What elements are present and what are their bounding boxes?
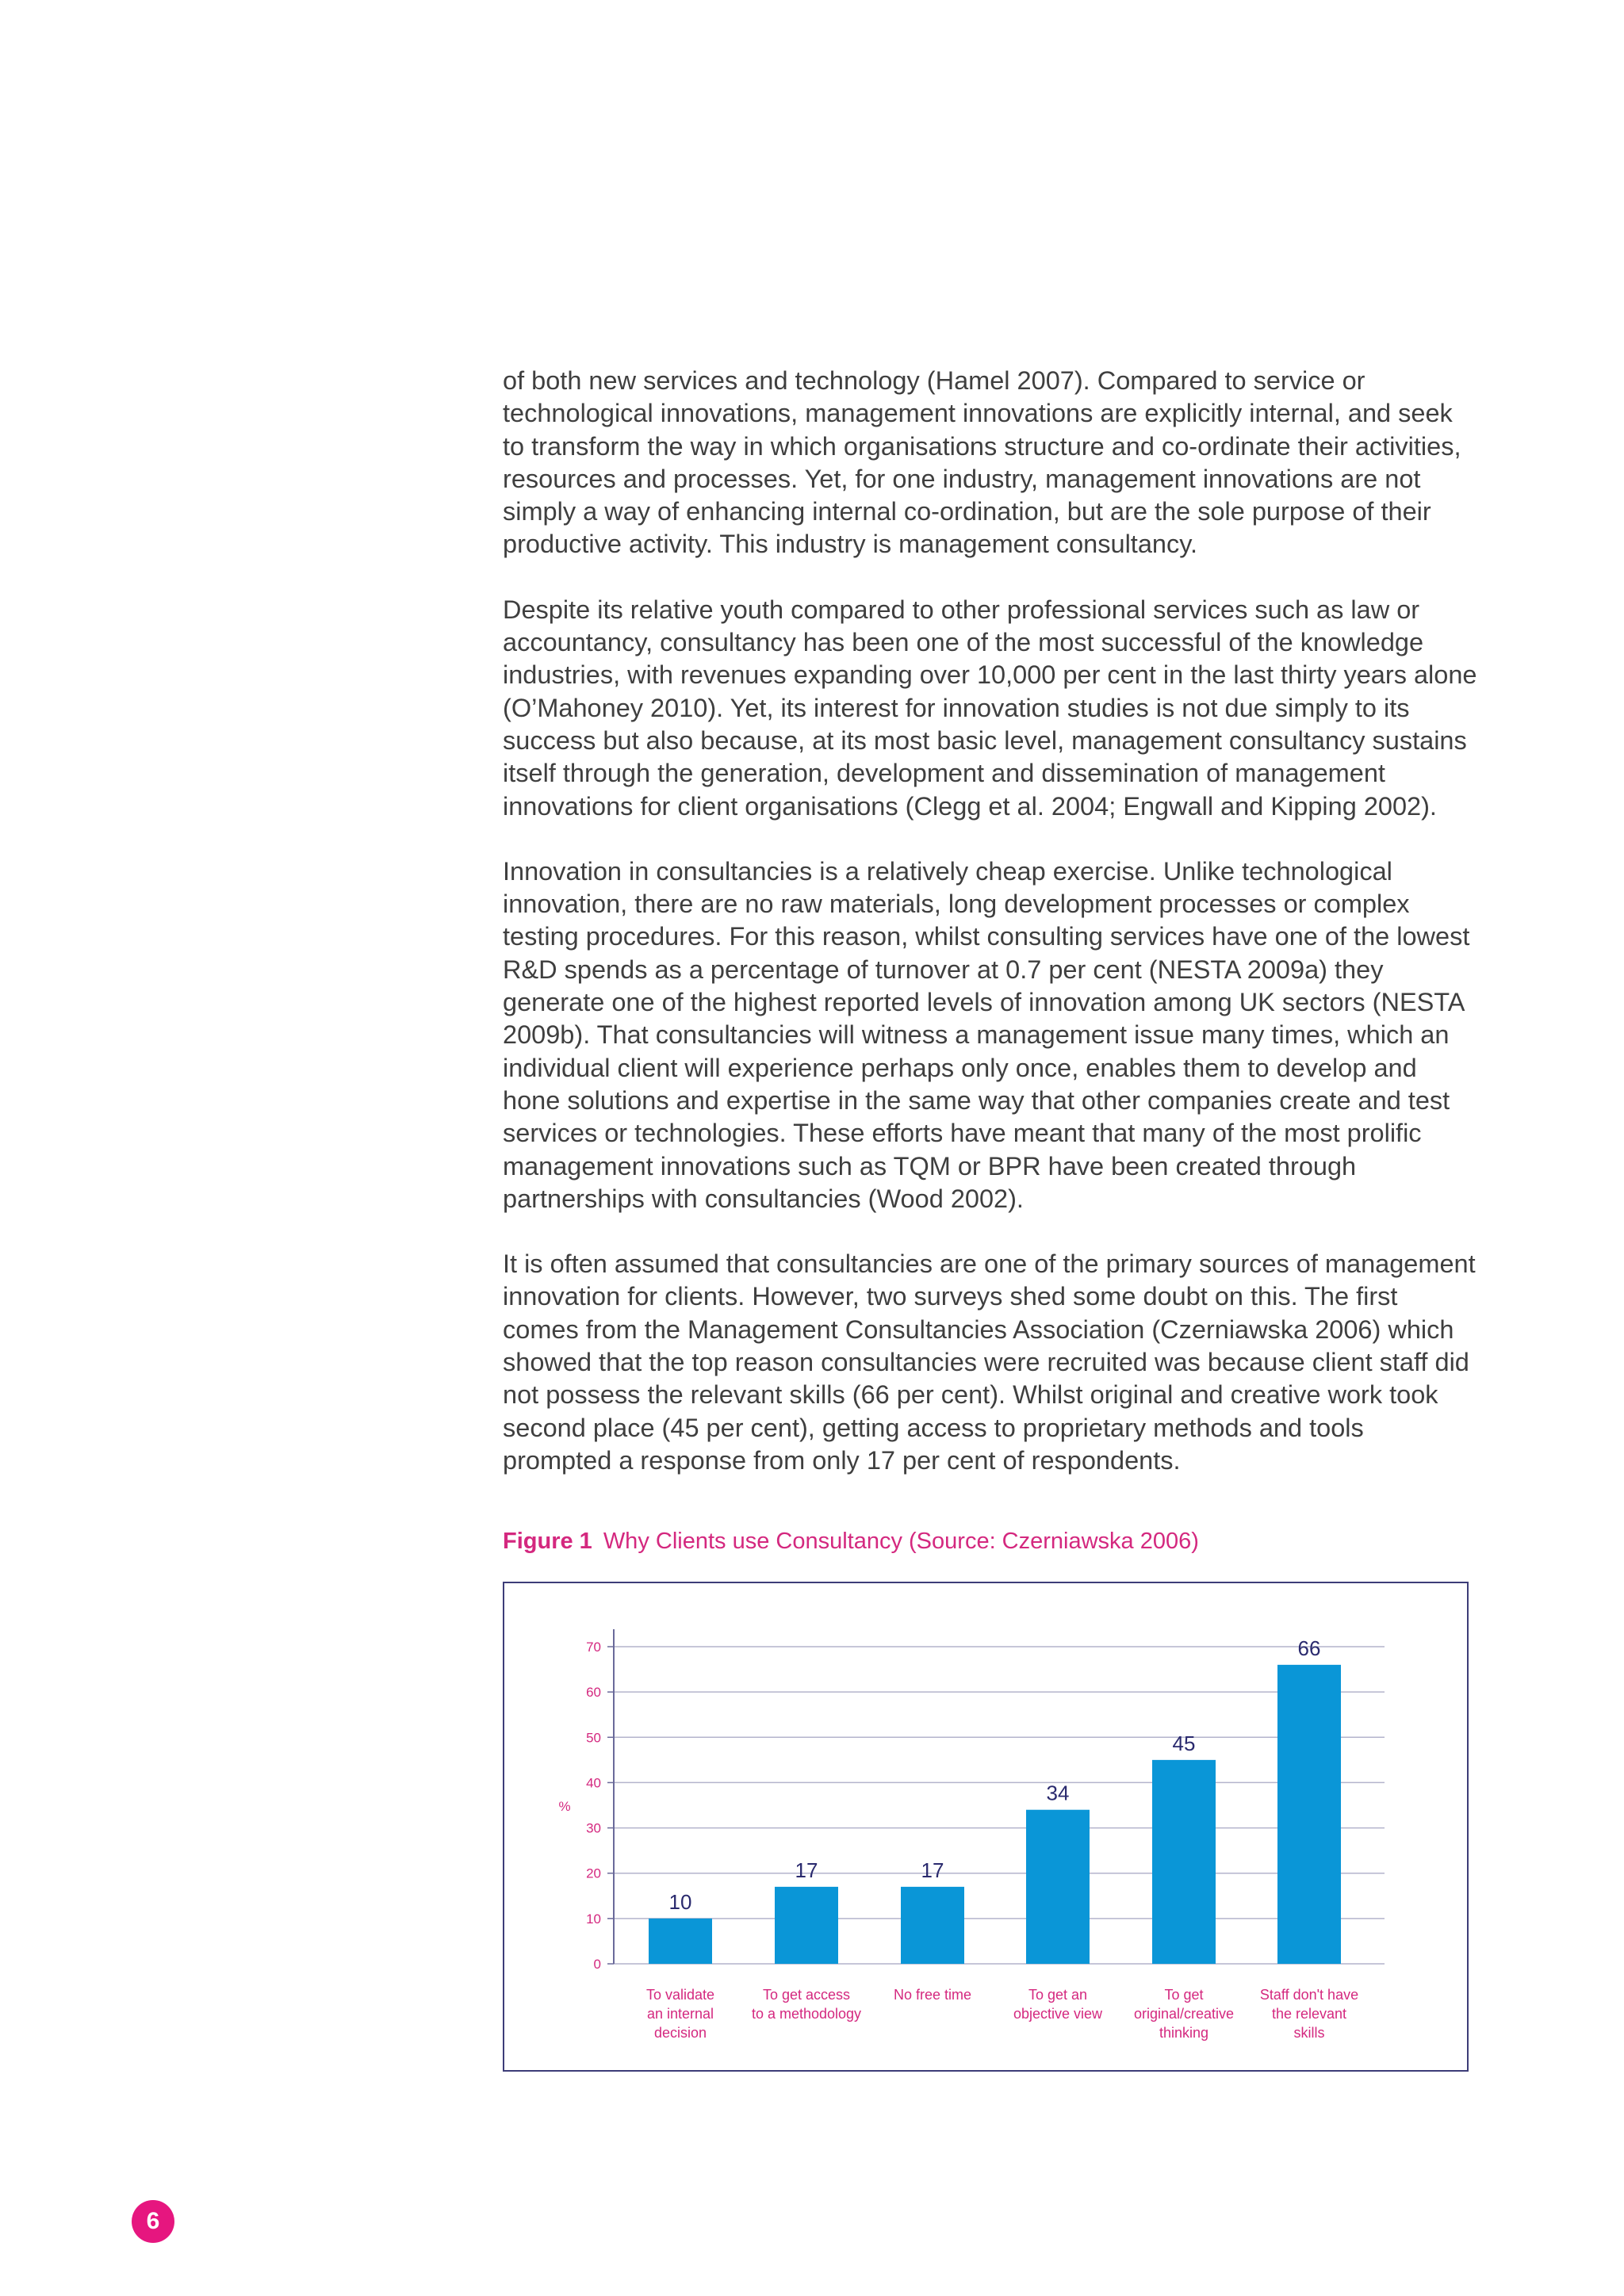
data-label: 17 — [795, 1858, 818, 1882]
bar-chart — [504, 1583, 1467, 2070]
x-tick-label: objective view — [1013, 2006, 1103, 2022]
figure-title: Why Clients use Consultancy (Source: Czerniawska 2006) — [603, 1529, 1199, 1554]
y-tick-label: 70 — [586, 1640, 601, 1655]
y-tick-label: 30 — [586, 1820, 601, 1836]
bar — [775, 1887, 838, 1964]
data-label: 45 — [1172, 1731, 1196, 1755]
paragraph: Innovation in consultancies is a relatively cheap exercise. Unlike technological innovation, there are no raw materials, long development processes or complex testing procedures. For this reason, whilst consulting services have one of the lowest R&D spends as a percentage of turnover at 0.7 per cent (NESTA 2009a) they generate one of the highest reported levels of innovation among UK sectors (NESTA 2009b). That consultancies will witness a management issue many times, which an individual client will experience perhaps only once, enables them to develop and hone solutions and expertise in the same way that other companies create and test services or technologies. These efforts have meant that many of the most prolific management innovations such as TQM or BPR have been created through partnerships with consultancies (Wood 2002). — [503, 856, 1470, 1213]
paragraph: Despite its relative youth compared to other professional services such as law or accountancy, consultancy has been one of the most successful of the knowledge industries, with revenues expanding over 10,000 per cent in the last thirty years alone (O’Mahoney 2010). Yet, its interest for innovation studies is not due simply to its success but also because, at its most basic level, management consultancy sustains itself through the generation, development and dissemination of management innovations for client organisations (Clegg et al. 2004; Engwall and Kipping 2002). — [503, 595, 1477, 821]
y-tick-label: 40 — [586, 1775, 601, 1791]
data-label: 10 — [668, 1889, 692, 1914]
data-label: 17 — [921, 1858, 944, 1882]
bar — [1277, 1665, 1341, 1964]
x-tick-label: thinking — [1159, 2025, 1209, 2041]
x-tick-label: No free time — [893, 1987, 972, 2003]
bar — [1026, 1810, 1090, 1964]
figure-label: Figure 1 — [503, 1529, 592, 1554]
x-tick-label: To get — [1164, 1987, 1204, 2003]
x-tick-label: the relevant — [1271, 2006, 1347, 2022]
x-tick-label: original/creative — [1133, 2006, 1235, 2022]
x-tick-label: Staff don't have — [1259, 1987, 1359, 2003]
y-tick-label: 10 — [586, 1911, 601, 1927]
x-tick-label: skills — [1293, 2025, 1325, 2041]
data-label: 66 — [1297, 1636, 1321, 1660]
x-tick-label: decision — [653, 2025, 707, 2041]
x-tick-label: an internal — [646, 2006, 714, 2022]
y-tick-label: 50 — [586, 1730, 601, 1746]
bar — [649, 1919, 712, 1964]
page-number: 6 — [146, 2208, 160, 2234]
bar — [901, 1887, 964, 1964]
figure-caption — [503, 1529, 1199, 1555]
x-tick-label: to a methodology — [751, 2006, 862, 2022]
x-tick-label: To validate — [645, 1987, 715, 2003]
data-label: 34 — [1046, 1781, 1070, 1805]
paragraph: of both new services and technology (Hamel 2007). Compared to service or technological innovations, management innovations are explicitly internal, and seek to transform the way in which organisations structure and co-ordinate their activities, resources and processes. Yet, for one industry, management innovations are not simply a way of enhancing internal co-ordination, but are the sole purpose of their productive activity. This industry is management consultancy. — [503, 366, 1461, 559]
chart-frame — [503, 1582, 1469, 2072]
y-tick-label: 0 — [593, 1957, 601, 1972]
y-tick-label: 20 — [586, 1866, 601, 1881]
page-number-badge — [132, 2200, 174, 2243]
x-tick-label: To get an — [1028, 1987, 1088, 2003]
y-tick-label: 60 — [586, 1685, 601, 1701]
y-axis-label: % — [558, 1799, 571, 1814]
body-text — [503, 365, 1478, 1510]
bar — [1152, 1760, 1216, 1964]
paragraph: It is often assumed that consultancies are one of the primary sources of management innovation for clients. However, two surveys shed some doubt on this. The first comes from the Management Consultancies Association (Czerniawska 2006) which showed that the top reason consultancies were recruited was because client staff did not possess the relevant skills (66 per cent). Whilst original and creative work took second place (45 per cent), getting access to proprietary methods and tools prompted a response from only 17 per cent of respondents. — [503, 1249, 1476, 1475]
x-tick-label: To get access — [762, 1987, 851, 2003]
